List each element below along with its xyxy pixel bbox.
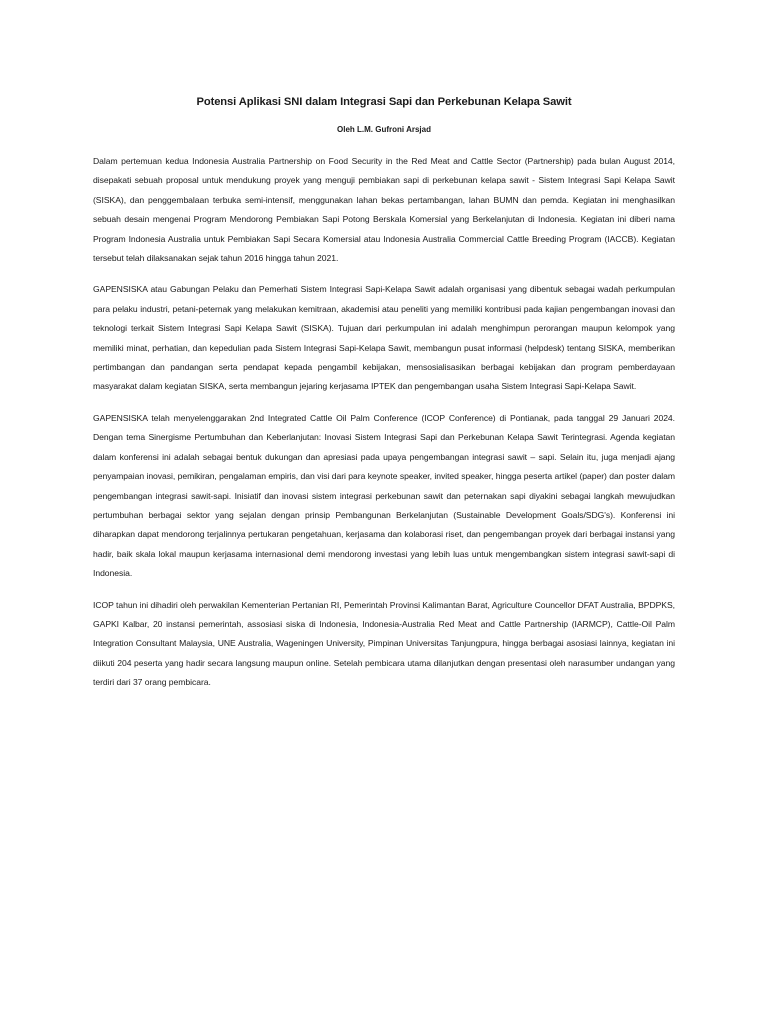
paragraph-1: Dalam pertemuan kedua Indonesia Australia Partnership on Food Security in the Red Meat and Cattle Sector (Partnership) pada bulan August 2014, disepakati sebuah proposal untuk mendukung proyek yang menguji pembiakan sapi di perkebunan kelapa sawit - Sistem Integrasi Sapi Kelapa Sawit (SISKA), dan penggembalaan terbuka semi-intensif, menggunakan lahan bekas pertambangan, lahan BUMN dan pemda. Kegiatan ini menghasilkan sebuah desain mengenai Program Mendorong Pembiakan Sapi Potong Berskala Komersial yang Berkelanjutan di Indonesia. Kegiatan ini diberi nama Program Indonesia Australia untuk Pembiakan Sapi Secara Komersial atau Indonesia Australia Commercial Cattle Breeding Program (IACCB). Kegiatan tersebut telah dilaksanakan sejak tahun 2016 hingga tahun 2021. — [93, 156, 675, 264]
document-title: Potensi Aplikasi SNI dalam Integrasi Sapi dan Perkebunan Kelapa Sawit — [196, 96, 572, 108]
paragraph-3: GAPENSISKA telah menyelenggarakan 2nd Integrated Cattle Oil Palm Conference (ICOP Conference) di Pontianak, pada tanggal 29 Januari 2024. Dengan tema Sinergisme Pertumbuhan dan Keberlanjutan: Inovasi Sistem Integrasi Sapi dan Perkebunan Kelapa Sawit Terintegrasi. Agenda kegiatan dalam konferensi ini adalah sebagai bentuk dukungan dan apresiasi pada upaya pengembangan integrasi sawit – sapi. Selain itu, juga menjadi ajang penyampaian inovasi, pemikiran, pengalaman empiris, dan visi dari para keynote speaker, invited speaker, hingga peserta artikel (paper) dan poster dalam pengembangan integrasi sawit-sapi. Inisiatif dan inovasi sistem integrasi perkebunan sawit dan peternakan sapi diyakini sebagai langkah mewujudkan pertumbuhan berbagai sektor yang sejalan dengan prinsip Pembangunan Berkelanjutan (Sustainable Development Goals/SDG's). Konferensi ini diharapkan dapat mendorong terjalinnya pertukaran pengetahuan, kerjasama dan kolaborasi riset, dan pengembangan proyek dari berbagai instansi yang hadir, baik skala lokal maupun kerjasama internasional demi mendorong investasi yang lebih luas untuk mengembangkan sistem integrasi sawit-sapi di Indonesia. — [93, 412, 675, 579]
paragraph-4: ICOP tahun ini dihadiri oleh perwakilan Kementerian Pertanian RI, Pemerintah Provinsi Kalimantan Barat, Agriculture Councellor DFAT Australia, BPDPKS, GAPKI Kalbar, 20 instansi pemerintah, assosiasi siska di Indonesia, Indonesia-Australia Red Meat and Cattle Partnership (IARMCP), Cattle-Oil Palm Integration Consultant Malaysia, UNE Australia, Wageningen University, Pimpinan Universitas Tanjungpura, hingga berbagai asosiasi lainnya, kegiatan ini diikuti 204 peserta yang hadir secara langsung maupun online. Setelah pembicara utama dilanjutkan dengan presentasi oleh narasumber undangan yang terdiri dari 37 orang pembicara. — [93, 599, 675, 688]
document-author: Oleh L.M. Gufroni Arsjad — [337, 125, 431, 134]
paragraph-2: GAPENSISKA atau Gabungan Pelaku dan Pemerhati Sistem Integrasi Sapi-Kelapa Sawit adalah organisasi yang dibentuk sebagai wadah perkumpulan para pelaku industri, petani-peternak yang melakukan kemitraan, akademisi atau peneliti yang memiliki kontribusi pada kajian pengembangan inovasi dan teknologi terkait Sistem Integrasi Sapi Kelapa Sawit (SISKA). Tujuan dari perkumpulan ini adalah menghimpun perorangan maupun kelompok yang memiliki minat, perhatian, dan kepedulian pada Sistem Integrasi Sapi-Kelapa Sawit, membangun pusat informasi (helpdesk) tentang SISKA, memberikan pertimbangan dan pandangan serta pendapat kepada pengambil kebijakan, mensosialisasikan berbagai kebijakan dan program pemberdayaan masyarakat dalam kegiatan SISKA, serta membangun jejaring kerjasama IPTEK dan pengembangan usaha Sistem Integrasi Sapi-Kelapa Sawit. — [93, 284, 675, 392]
document-page — [93, 95, 675, 693]
